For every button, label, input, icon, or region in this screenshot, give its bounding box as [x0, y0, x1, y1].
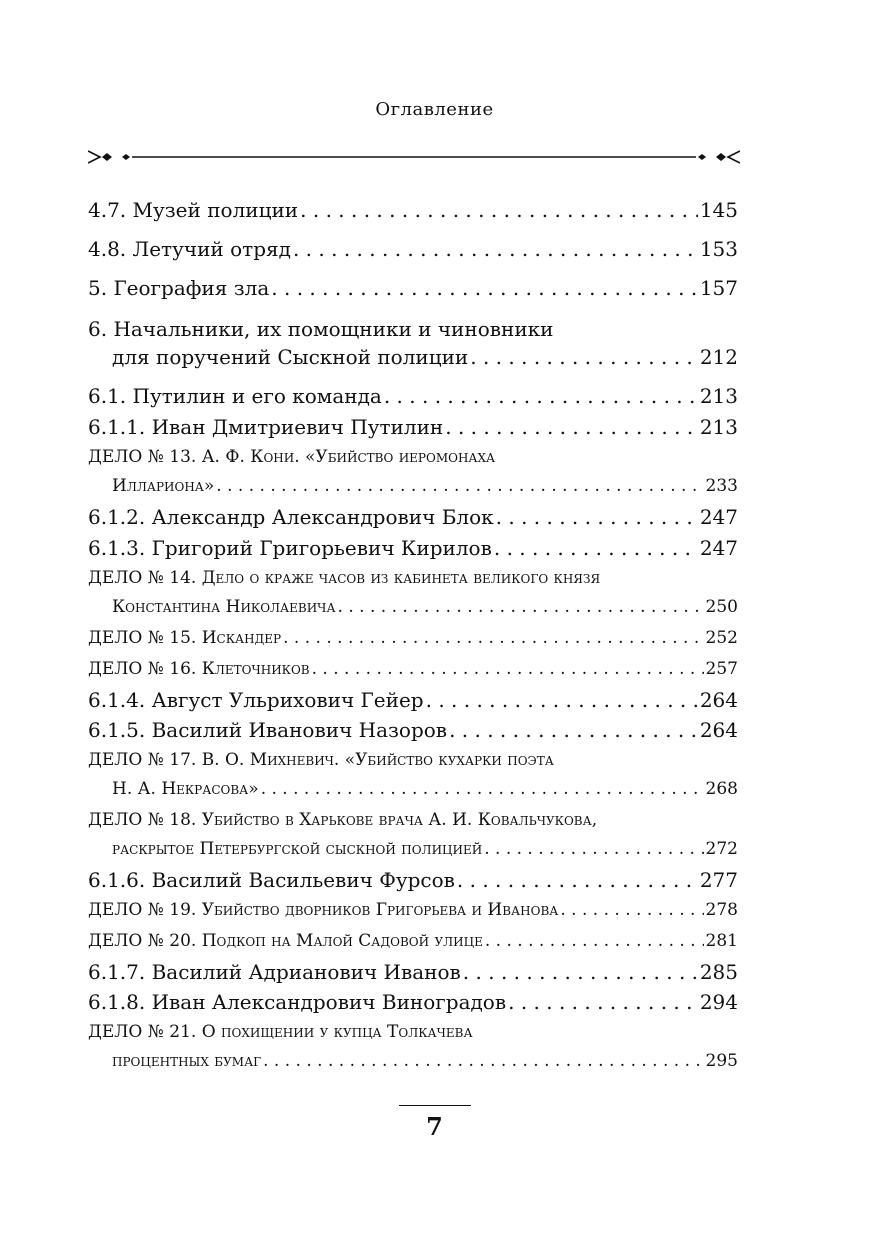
toc-entry-title: ДЕЛО № 20. Подкоп на Малой Садовой улице	[88, 931, 483, 951]
table-of-contents	[88, 196, 738, 1076]
toc-entry[interactable]	[88, 746, 738, 804]
toc-entry[interactable]	[88, 564, 738, 622]
page-number-block	[0, 1105, 869, 1141]
toc-entry[interactable]	[88, 896, 738, 925]
toc-entry-title-line1: ДЕЛО № 21. О похищении у купца Толкачева	[88, 1022, 473, 1042]
toc-entry-title: 6.1.7. Василий Адрианович Иванов	[88, 960, 461, 984]
dot-leader	[484, 835, 703, 864]
toc-entry-title: ДЕЛО № 15. Искандер	[88, 628, 282, 648]
toc-page-number: 264	[699, 718, 738, 742]
dot-leader	[216, 472, 703, 501]
toc-entry[interactable]	[88, 958, 738, 986]
dot-leader	[300, 196, 698, 224]
toc-entry[interactable]	[88, 806, 738, 864]
toc-entry[interactable]	[88, 443, 738, 501]
toc-page-number: 278	[705, 900, 738, 920]
toc-entry[interactable]	[88, 413, 738, 441]
toc-entry-title: ДЕЛО № 16. Клеточников	[88, 659, 310, 679]
toc-entry-title: 6.1.6. Василий Васильевич Фурсов	[88, 868, 455, 892]
toc-page-number: 264	[699, 688, 738, 712]
toc-entry-title: для поручений Сыскной полиции	[112, 345, 469, 369]
toc-page-number: 250	[705, 597, 738, 617]
toc-entry-title: 4.7. Музей полиции	[88, 198, 299, 222]
dot-leader	[496, 503, 698, 531]
toc-page-number: 257	[705, 659, 738, 679]
toc-entry-title: Иллариона»	[112, 476, 215, 496]
dot-leader	[494, 534, 698, 562]
toc-entry-title: 6.1.5. Василий Иванович Назоров	[88, 718, 448, 742]
dot-leader	[426, 686, 698, 714]
toc-entry[interactable]	[88, 1018, 738, 1076]
toc-entry-title-line1: ДЕЛО № 18. Убийство в Харькове врача А. И. Ковальчукова,	[88, 810, 598, 830]
toc-entry-title: 6.1.8. Иван Александрович Виноградов	[88, 990, 507, 1014]
toc-entry-title-line1: ДЕЛО № 14. Дело о краже часов из кабинета великого князя	[88, 568, 601, 588]
toc-entry[interactable]	[88, 927, 738, 956]
toc-entry[interactable]	[88, 503, 738, 531]
dot-leader	[560, 896, 703, 925]
dot-leader	[470, 343, 698, 371]
toc-entry[interactable]	[88, 196, 738, 224]
dot-leader	[338, 593, 704, 622]
dot-leader	[312, 655, 704, 684]
toc-entry[interactable]	[88, 315, 738, 371]
toc-page-number: 145	[699, 198, 738, 222]
dot-leader	[263, 1047, 703, 1076]
running-header: Оглавление	[375, 99, 494, 120]
toc-page-number: 213	[699, 384, 738, 408]
toc-entry-title: 6.1.3. Григорий Григорьевич Кирилов	[88, 536, 492, 560]
dot-leader	[445, 413, 698, 441]
dot-leader	[283, 624, 703, 653]
toc-entry[interactable]	[88, 235, 738, 263]
toc-entry-title: процентных бумаг	[112, 1051, 262, 1071]
toc-entry[interactable]	[88, 716, 738, 744]
toc-entry-title: 5. География зла	[88, 276, 270, 300]
toc-entry[interactable]	[88, 655, 738, 684]
toc-entry[interactable]	[88, 686, 738, 714]
toc-page-number: 272	[705, 839, 738, 859]
dot-leader	[261, 775, 704, 804]
page-number-rule	[399, 1105, 471, 1106]
dot-leader	[384, 382, 698, 410]
toc-page-number: 212	[699, 345, 738, 369]
toc-page-number: 247	[699, 505, 738, 529]
toc-page-number: 213	[699, 415, 738, 439]
toc-entry-title: раскрытое Петербургской сыскной полицией	[112, 839, 483, 859]
toc-entry-title: 6.1.2. Александр Александрович Блок	[88, 505, 494, 529]
toc-entry-title: 6.1. Путилин и его команда	[88, 384, 382, 408]
toc-page-number: 252	[705, 628, 738, 648]
toc-entry[interactable]	[88, 534, 738, 562]
toc-page-number: 247	[699, 536, 738, 560]
toc-page-number: 281	[705, 931, 738, 951]
toc-page-number: 233	[705, 476, 738, 496]
dot-leader	[485, 927, 704, 956]
page-number: 7	[426, 1112, 443, 1141]
toc-page-number: 157	[699, 276, 738, 300]
dot-leader	[457, 866, 698, 894]
toc-entry-title-line1: ДЕЛО № 17. В. О. Михневич. «Убийство кухарки поэта	[88, 750, 554, 770]
toc-page-number: 268	[705, 779, 738, 799]
toc-entry-title: 6.1.1. Иван Дмитриевич Путилин	[88, 415, 444, 439]
toc-entry-title: Константина Николаевича	[112, 597, 336, 617]
toc-entry[interactable]	[88, 624, 738, 653]
toc-entry-title: 6.1.4. Август Ульрихович Гейер	[88, 688, 424, 712]
toc-entry-title: ДЕЛО № 19. Убийство дворников Григорьева и Иванова	[88, 900, 559, 920]
toc-entry[interactable]	[88, 274, 738, 302]
toc-entry-title: 4.8. Летучий отряд	[88, 237, 291, 261]
ornamental-divider	[88, 147, 740, 167]
toc-entry[interactable]	[88, 382, 738, 410]
dot-leader	[449, 716, 698, 744]
dot-leader	[508, 988, 698, 1016]
toc-page-number: 277	[699, 868, 738, 892]
dot-leader	[293, 235, 698, 263]
toc-page-number: 294	[699, 990, 738, 1014]
dot-leader	[271, 274, 698, 302]
toc-entry-title-line1: 6. Начальники, их помощники и чиновники	[88, 317, 554, 341]
toc-page-number: 285	[699, 960, 738, 984]
toc-page-number: 153	[699, 237, 738, 261]
toc-entry[interactable]	[88, 988, 738, 1016]
toc-entry-title-line1: ДЕЛО № 13. А. Ф. Кони. «Убийство иеромонаха	[88, 447, 496, 467]
toc-page-number: 295	[705, 1051, 738, 1071]
toc-entry[interactable]	[88, 866, 738, 894]
toc-entry-title: Н. А. Некрасова»	[112, 779, 259, 799]
dot-leader	[463, 958, 698, 986]
